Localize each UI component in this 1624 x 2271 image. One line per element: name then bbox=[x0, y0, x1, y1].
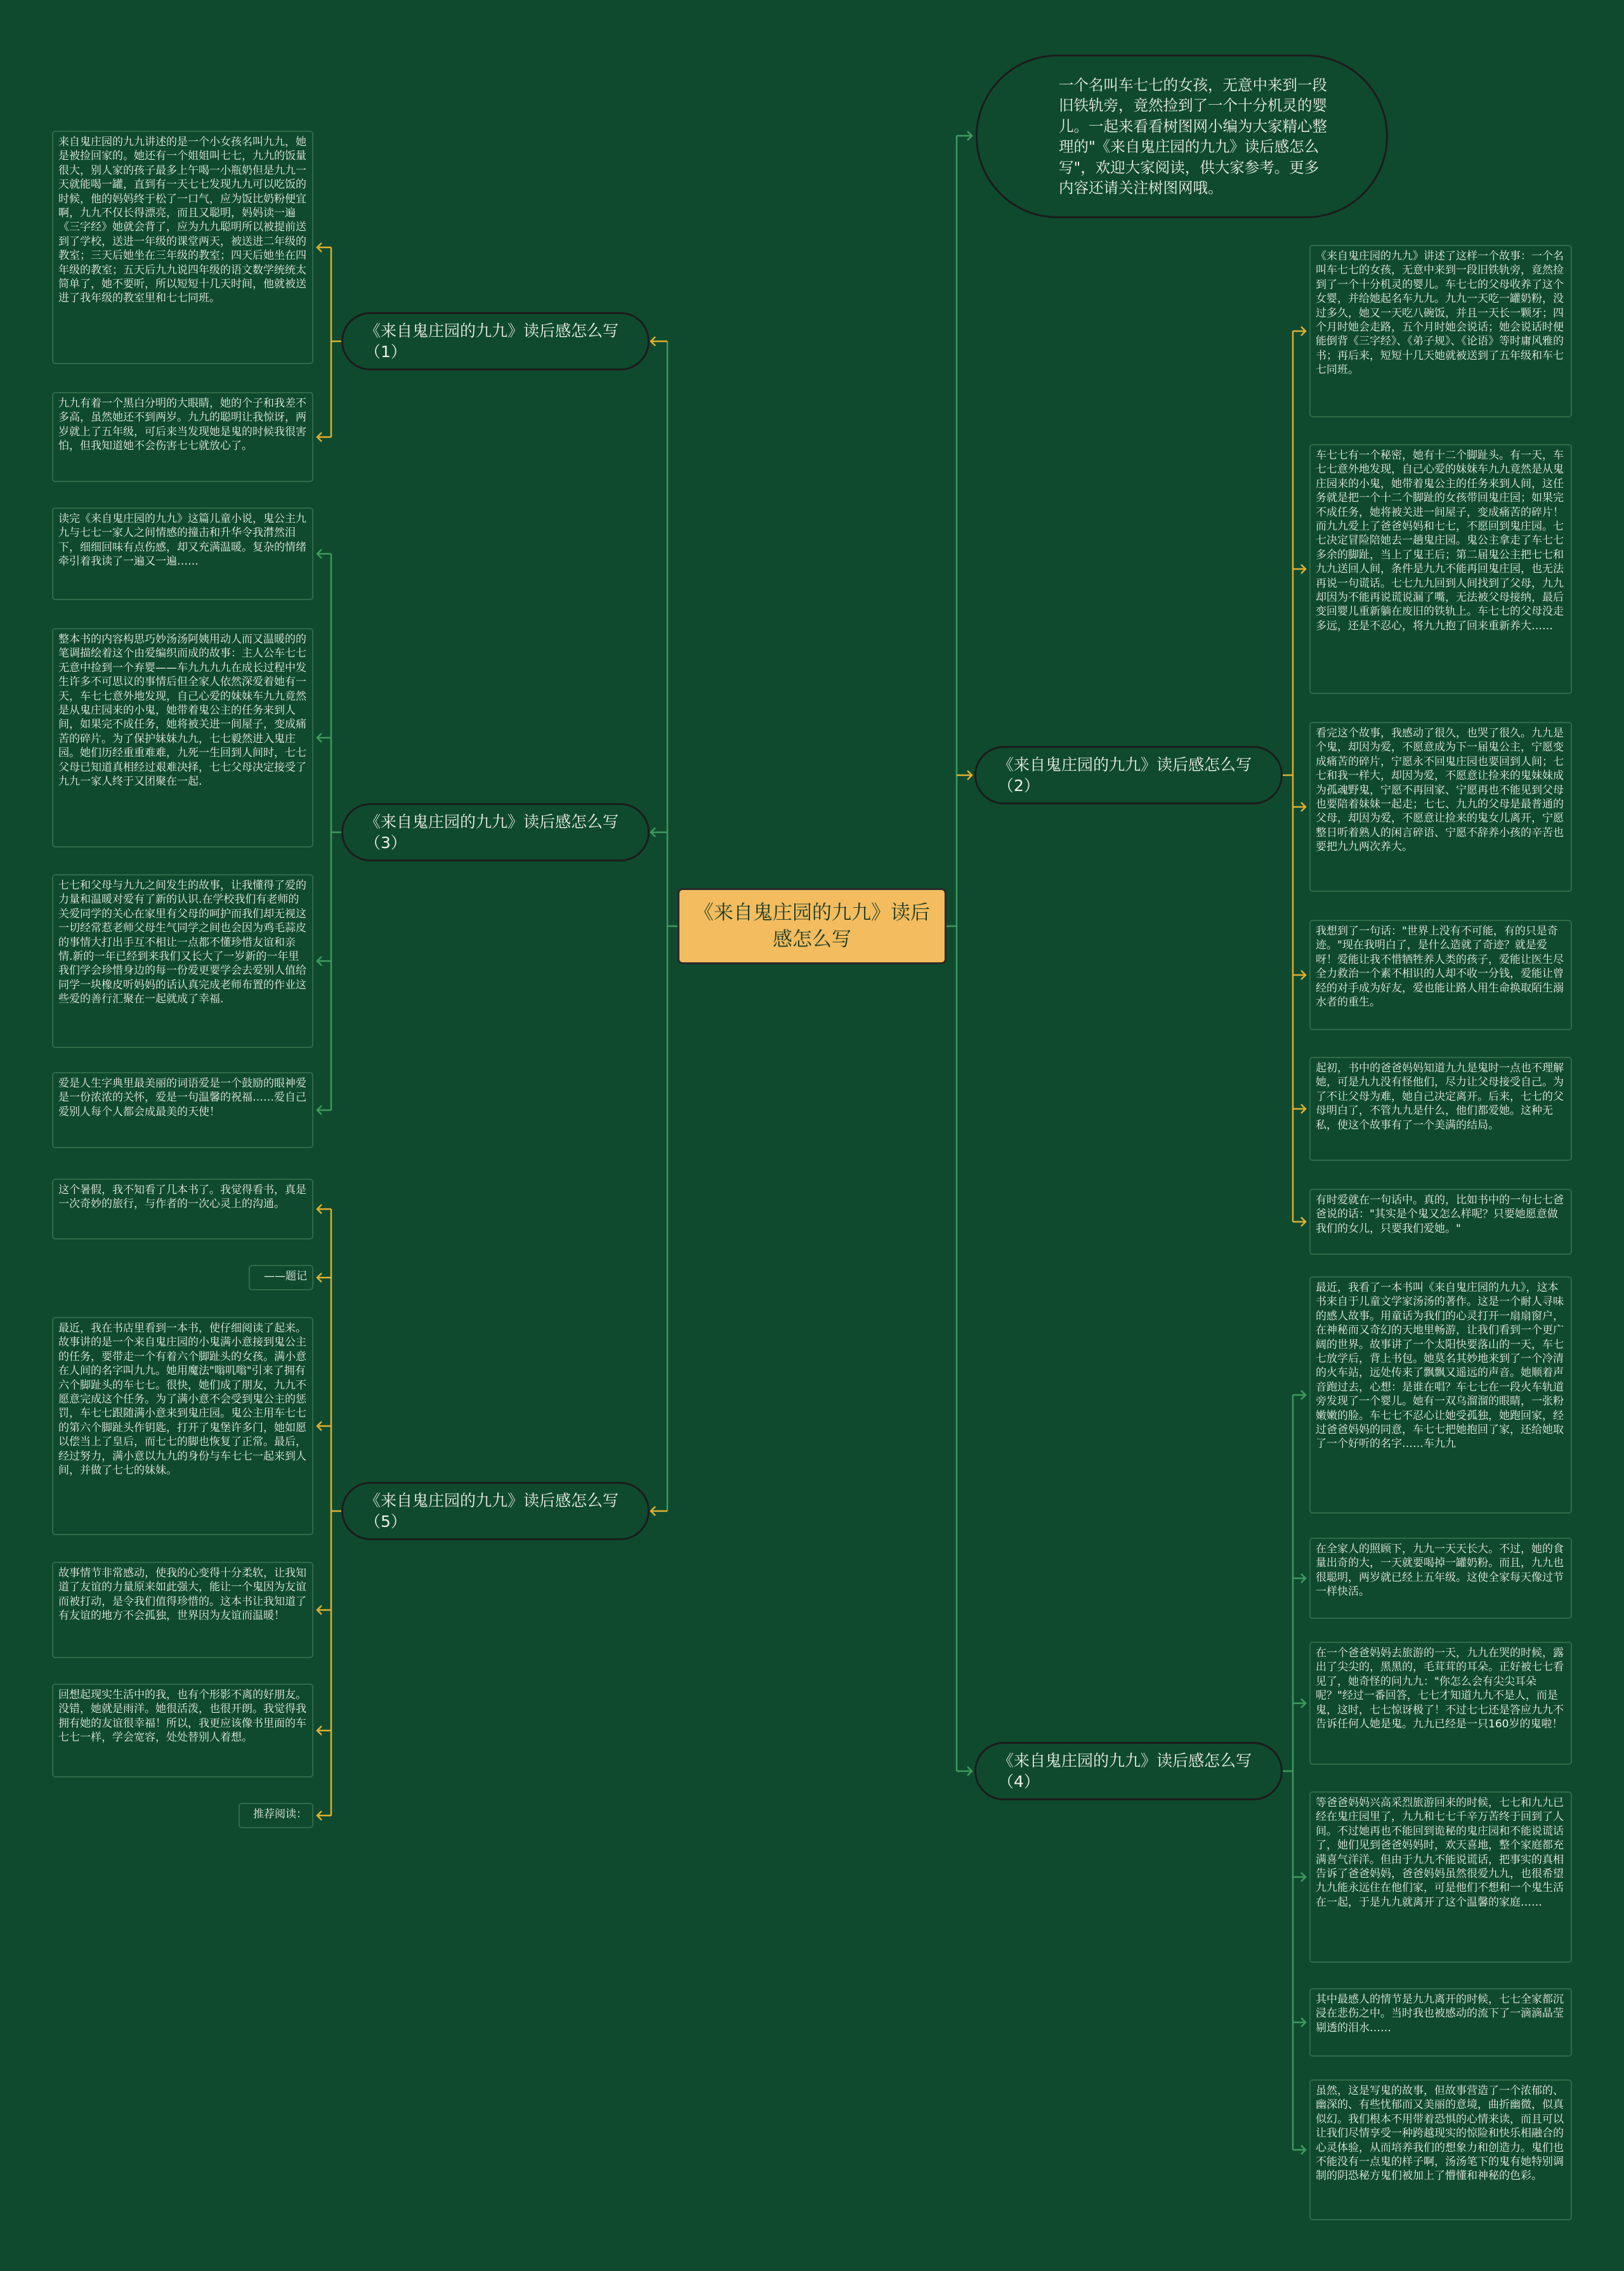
leaf-b5-6[interactable]: 推荐阅读： bbox=[239, 1803, 313, 1828]
leaf-b3-1[interactable]: 读完《来自鬼庄园的九九》这篇儿童小说，鬼公主九九与七七一家人之间情感的撞击和升华令我潸然泪下，细细回味有点伤感，却又充满温暖。复杂的情绪牵引着我读了一遍又一遍…… bbox=[52, 507, 313, 600]
leaf-b3-3[interactable]: 七七和父母与九九之间发生的故事，让我懂得了爱的力量和温暖对爱有了新的认识.在学校我们有老师的关爱同学的关心在家里有父母的呵护而我们却无视这一切经常惹老师父母生气同学之间也会因为鸡毛蒜皮的事情大打出手互不相让一点都不懂珍惜友谊和亲情.新的一年已经到来我们又长大了一岁新的一年里我们学会珍惜身边的每一份爱更要学会去爱别人值给同学一块橡皮听妈妈的话认真完成老师布置的作业这些爱的善行汇聚在一起就成了幸福. bbox=[52, 874, 313, 1048]
branch-4[interactable] bbox=[974, 1742, 1283, 1800]
root-topic[interactable] bbox=[678, 888, 946, 964]
branch-4-label: 《来自鬼庄园的九九》读后感怎么写（4） bbox=[998, 1751, 1252, 1791]
leaf-b5-1[interactable]: 这个暑假，我不知看了几本书了。我觉得看书，真是一次奇妙的旅行，与作者的一次心灵上的沟通。 bbox=[52, 1179, 313, 1240]
branch-3-label: 《来自鬼庄园的九九》读后感怎么写（3） bbox=[365, 813, 619, 852]
intro-node[interactable] bbox=[976, 55, 1388, 218]
leaf-b2-5[interactable]: 起初，书中的爸爸妈妈知道九九是鬼时一点也不理解她，可是九九没有怪他们，尽力让父母接受自己。为了不让父母为难，她自己决定离开。后来，七七的父母明白了，不管九九是什么，他们都爱她。这种无私，使这个故事有了一个美满的结局。 bbox=[1309, 1057, 1572, 1161]
leaf-b2-3[interactable]: 看完这个故事，我感动了很久，也哭了很久。九九是个鬼，却因为爱，不愿意成为下一届鬼公主，宁愿变成痛苦的碎片，宁愿永不回鬼庄园也要回到人间；七七和我一样大，却因为爱，不愿意让捡来的鬼妹妹成为孤魂野鬼，宁愿不再回家、宁愿再也不能见到父母也要陪着妹妹一起走；七七、九九的父母是最普通的父母，却因为爱，不愿意让捡来的鬼女儿离开，宁愿整日听着熟人的闲言碎语、宁愿不辞养小孩的辛苦也要把九九两次养大。 bbox=[1309, 722, 1572, 892]
leaf-b5-2[interactable]: ——题记 bbox=[249, 1265, 313, 1290]
leaf-b2-6[interactable]: 有时爱就在一句话中。真的，比如书中的一句七七爸爸说的话："其实是个鬼又怎么样呢？只要她愿意做我们的女儿，只要我们爱她。" bbox=[1309, 1189, 1572, 1255]
branch-5[interactable] bbox=[341, 1482, 650, 1540]
leaf-b4-5[interactable]: 其中最感人的情节是九九离开的时候，七七全家都沉浸在悲伤之中。当时我也被感动的流下了一滴滴晶莹剔透的泪水…… bbox=[1309, 1988, 1572, 2057]
root-topic-label: 《来自鬼庄园的九九》读后感怎么写 bbox=[694, 901, 930, 951]
leaf-b5-4[interactable]: 故事情节非常感动，使我的心变得十分柔软，让我知道了友谊的力量原来如此强大，能让一个鬼因为友谊而被打动，是令我们值得珍惜的。这本书让我知道了有友谊的地方不会孤独，世界因为友谊而温暖！ bbox=[52, 1562, 313, 1658]
branch-1[interactable] bbox=[341, 312, 650, 370]
leaf-b4-1[interactable]: 最近，我看了一本书叫《来自鬼庄园的九九》，这本书来自于儿童文学家汤汤的著作。这是一个耐人寻味的感人故事。用童话为我们的心灵打开一扇扇窗户，在神秘而又奇幻的天地里畅游，让我们看到一个更广阔的世界。故事讲了一个太阳快要落山的一天，车七七放学后，背上书包。她莫名其妙地来到了一个冷清的火车站，远处传来了飘飘又遥远的声音。她顺着声音跑过去，心想：是谁在唱？车七七在一段火车轨道旁发现了一个婴儿。她有一双乌溜溜的眼睛，一张粉嫩嫩的脸。车七七不忍心让她受孤独，她跑回家，经过爸爸妈妈的同意，车七七把她抱回了家，还给她取了一个好听的名字……车九九 bbox=[1309, 1276, 1572, 1514]
branch-2[interactable] bbox=[974, 746, 1283, 804]
branch-3[interactable] bbox=[341, 803, 650, 861]
branch-2-label: 《来自鬼庄园的九九》读后感怎么写（2） bbox=[998, 756, 1252, 795]
leaf-b2-2[interactable]: 车七七有一个秘密，她有十二个脚趾头。有一天，车七七意外地发现，自己心爱的妹妹车九九竟然是从鬼庄园来的小鬼，她带着鬼公主的任务来到人间，这任务就是把一个十二个脚趾的女孩带回鬼庄园；如果完不成任务，她将被关进一间屋子，变成痛苦的碎片！而九九爱上了爸爸妈妈和七七，不愿回到鬼庄园。七七决定冒险陪她去一趟鬼庄园。鬼公主拿走了车七七多余的脚趾，当上了鬼王后；第二届鬼公主把七七和九九送回人间，条件是九九不能再回鬼庄园，也无法再说一句谎话。七七九九回到人间找到了父母，九九却因为不能再说谎说漏了嘴，无法被父母接纳，最后变回婴儿重新躺在废旧的铁轨上。车七七的父母没走多远，还是不忍心，将九九抱了回来重新养大…… bbox=[1309, 444, 1572, 694]
leaf-b4-6[interactable]: 虽然，这是写鬼的故事，但故事营造了一个浓郁的、幽深的、有些忧郁而又美丽的意境，曲折幽微，似真似幻。我们根本不用带着恐惧的心情来读，而且可以让我们尽情享受一种跨越现实的惊险和快乐相融合的心灵体验，从而培养我们的想象力和创造力。鬼们也不能没有一点鬼的样子啊，汤汤笔下的鬼有她特别调制的阴恐秘方鬼们被加上了懵懂和神秘的色彩。 bbox=[1309, 2079, 1572, 2220]
leaf-b4-4[interactable]: 等爸爸妈妈兴高采烈旅游回来的时候，七七和九九已经在鬼庄园里了，九九和七七千辛万苦终于回到了人间。不过她再也不能回到诡秘的鬼庄园和不能说谎话了，她们见到爸爸妈妈时，欢天喜地，整个家庭都充满喜气洋洋。但由于九九不能说谎话，把事实的真相告诉了爸爸妈妈，爸爸妈妈虽然很爱九九，也很希望九九能永远住在他们家，可是他们不想和一个鬼生活在一起，于是九九就离开了这个温馨的家庭…… bbox=[1309, 1791, 1572, 1963]
leaf-b3-4[interactable]: 爱是人生字典里最美丽的词语爱是一个鼓励的眼神爱是一份浓浓的关怀，爱是一句温馨的祝福……爱自己爱别人每个人都会成最美的天使！ bbox=[52, 1072, 313, 1148]
leaf-b4-2[interactable]: 在全家人的照顾下，九九一天天长大。不过，她的食量出奇的大，一天就要喝掉一罐奶粉。而且，九九也很聪明，两岁就已经上五年级。这使全家每天像过节一样快活。 bbox=[1309, 1538, 1572, 1619]
leaf-b4-3[interactable]: 在一个爸爸妈妈去旅游的一天，九九在哭的时候，露出了尖尖的，黑黑的，毛茸茸的耳朵。正好被七七看见了，她奇怪的问九九："你怎么会有尖尖耳朵呢？"经过一番回答，七七才知道九九不是人，而是鬼，这时，七七惊讶极了！不过七七还是答应九九不告诉任何人她是鬼。九九已经是一只160岁的鬼啦！ bbox=[1309, 1642, 1572, 1765]
leaf-b1-2[interactable]: 九九有着一个黑白分明的大眼睛，她的个子和我差不多高，虽然她还不到两岁。九九的聪明让我惊讶，两岁就上了五年级，可后来当发现她是鬼的时候我很害怕，但我知道她不会伤害七七就放心了。 bbox=[52, 392, 313, 482]
leaf-b2-1[interactable]: 《来自鬼庄园的九九》讲述了这样一个故事：一个名叫车七七的女孩，无意中来到一段旧铁轨旁，竟然捡到了一个十分机灵的婴儿。车七七的父母收养了这个女婴，并给她起名车九九。九九一天吃一罐奶粉，没过多久，她又一天吃八碗饭，并且一天长一颗牙；四个月时她会走路，五个月时她会说话；她会说话时便能倒背《三字经》、《弟子规》、《论语》等时庸风雅的书；再后来，短短十几天她就被送到了五年级和车七七同班。 bbox=[1309, 245, 1572, 417]
leaf-b1-1[interactable]: 来自鬼庄园的九九讲述的是一个小女孩名叫九九，她是被捡回家的。她还有一个姐姐叫七七，九九的饭量很大，别人家的孩子最多上午喝一小瓶奶但是九九一天就能喝一罐，直到有一天七七发现九九可以吃饭的时候，他的妈妈终于松了一口气，应为饭比奶粉便宜啊，九九不仅长得漂亮，而且又聪明，妈妈读一遍《三字经》她就会背了，应为九九聪明所以被提前送到了学校，送进一年级的课堂两天，被送进二年级的教室；三天后她坐在三年级的教室；四天后她坐在四年级的教室；五天后九九说四年级的语文数学统统太简单了，她不要听，所以短短十几天时间，他就被送进了我年级的教室里和七七同班。 bbox=[52, 131, 313, 364]
branch-5-label: 《来自鬼庄园的九九》读后感怎么写（5） bbox=[365, 1491, 619, 1531]
branch-1-label: 《来自鬼庄园的九九》读后感怎么写（1） bbox=[365, 322, 619, 361]
intro-text: 一个名叫车七七的女孩，无意中来到一段旧铁轨旁，竟然捡到了一个十分机灵的婴儿。一起来看看树图网小编为大家精心整理的"《来自鬼庄园的九九》读后感怎么写"，欢迎大家阅读，供大家参考。更多内容还请关注树图网哦。 bbox=[1059, 75, 1327, 197]
leaf-b3-2[interactable]: 整本书的内容构思巧妙汤汤阿姨用动人而又温暖的的笔调描绘着这个由爱编织而成的故事：主人公车七七无意中捡到一个弃婴——车九九九九在成长过程中发生许多不可思议的事情后但全家人依然深爱着她有一天，车七七意外地发现，自己心爱的妹妹车九九竟然是从鬼庄园来的小鬼，她带着鬼公主的任务来到人间，如果完不成任务，她将被关进一间屋子，变成痛苦的碎片。为了保护妹妹九九，七七毅然进入鬼庄园。她们历经重重难难，九死一生回到人间时，七七父母已知道真相经过艰难决择，七七父母决定接受了九九一家人终于又团聚在一起. bbox=[52, 628, 313, 848]
leaf-b5-3[interactable]: 最近，我在书店里看到一本书，使仔细阅读了起来。故事讲的是一个来自鬼庄园的小鬼满小意接到鬼公主的任务，要带走一个有着六个脚趾头的女孩。满小意在人间的名字叫九九。她用魔法"嗡叽嗡"引来了拥有六个脚趾头的车七七。很快，她们成了朋友，九九不愿意完成这个任务。为了满小意不会受到鬼公主的惩罚，车七七跟随满小意来到鬼庄园。鬼公主用车七七的第六个脚趾头作钥匙，打开了鬼堡许多门，她如愿以偿当上了皇后，而七七的脚也恢复了正常。最后，经过努力，满小意以九九的身份与车七七一起来到人间，并做了七七的妹妹。 bbox=[52, 1317, 313, 1535]
leaf-b2-4[interactable]: 我想到了一句话："世界上没有不可能，有的只是奇迹。"现在我明白了，是什么造就了奇迹？就是爱呀！爱能让我不惜牺牲养人类的孩子，爱能让医生尽全力救治一个素不相识的人却不收一分钱，爱能让曾经的对手成为好友，爱也能让路人用生命换取陌生溺水者的重生。 bbox=[1309, 920, 1572, 1030]
leaf-b5-5[interactable]: 回想起现实生活中的我，也有个形影不离的好朋友。没错，她就是雨洋。她很活泼，也很开朗。我觉得我拥有她的友谊很幸福！所以，我更应该像书里面的车七七一样，学会宽容，处处替别人着想。 bbox=[52, 1684, 313, 1777]
